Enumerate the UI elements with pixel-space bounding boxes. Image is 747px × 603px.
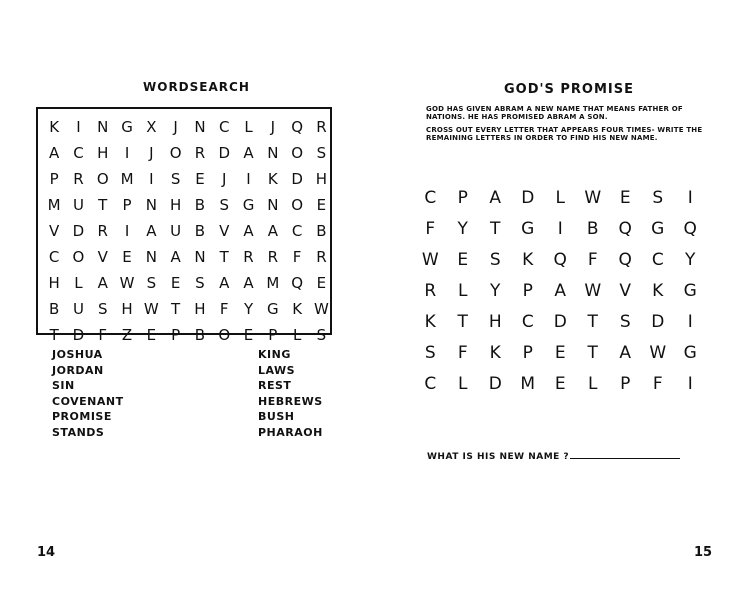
wordsearch-letter[interactable]: H [48, 274, 60, 292]
wordsearch-letter[interactable]: R [97, 222, 108, 240]
puzzle-letter[interactable]: L [458, 281, 468, 301]
letter-puzzle-grid [414, 183, 707, 400]
wordsearch-letter[interactable]: N [194, 118, 206, 136]
wordsearch-letter[interactable]: N [145, 248, 157, 266]
word-list-item: LAWS [258, 363, 296, 377]
puzzle-letter[interactable]: D [521, 188, 535, 208]
wordsearch-letter[interactable]: A [219, 274, 230, 292]
wordsearch-letter[interactable]: A [146, 222, 157, 240]
word-list-item: STANDS [52, 425, 105, 439]
word-list-item: HEBREWS [258, 394, 323, 408]
puzzle-letter[interactable]: W [584, 188, 602, 208]
puzzle-letter[interactable]: I [687, 312, 693, 332]
wordsearch-letter[interactable]: L [74, 274, 83, 292]
puzzle-letter[interactable]: Y [490, 281, 501, 301]
wordsearch-letter[interactable]: A [170, 248, 181, 266]
puzzle-letter[interactable]: C [424, 188, 437, 208]
wordsearch-letter[interactable]: H [315, 170, 328, 188]
puzzle-letter[interactable]: T [587, 312, 598, 332]
wordsearch-letter[interactable]: O [72, 248, 85, 266]
wordsearch-letter[interactable]: W [119, 274, 135, 292]
wordsearch-letter[interactable]: D [72, 222, 85, 240]
wordsearch-letter[interactable]: S [195, 274, 205, 292]
gods-promise-title: GOD'S PROMISE [504, 82, 634, 97]
wordsearch-letter[interactable]: G [121, 118, 133, 136]
wordsearch-letter[interactable]: P [122, 196, 132, 214]
wordsearch-letter[interactable]: S [146, 274, 157, 292]
puzzle-letter[interactable]: E [619, 188, 631, 208]
wordsearch-letter[interactable]: E [146, 326, 157, 344]
puzzle-letter[interactable]: E [457, 250, 469, 270]
wordsearch-letter[interactable]: N [97, 118, 109, 136]
wordsearch-letter[interactable]: P [49, 170, 59, 188]
wordsearch-letter[interactable]: S [316, 144, 327, 162]
puzzle-letter[interactable]: L [555, 188, 565, 208]
wordsearch-letter[interactable]: I [246, 170, 251, 188]
wordsearch-letter[interactable]: R [194, 144, 206, 162]
puzzle-letter[interactable]: D [488, 374, 502, 394]
word-list-item: PHARAOH [258, 425, 323, 439]
puzzle-letter[interactable]: S [424, 343, 436, 363]
puzzle-letter[interactable]: G [683, 343, 697, 363]
puzzle-letter[interactable]: Y [685, 250, 696, 270]
wordsearch-title: WORDSEARCH [143, 80, 250, 94]
instruction-text-1: GOD HAS GIVEN ABRAM A NEW NAME THAT MEANS FATHER OF NATIONS. HE HAS PROMISED ABRAM A SON. [426, 105, 683, 121]
wordsearch-letter[interactable]: A [243, 222, 254, 240]
wordsearch-letter[interactable]: P [171, 326, 181, 344]
puzzle-letter[interactable]: F [425, 219, 436, 239]
puzzle-letter[interactable]: V [619, 281, 632, 301]
puzzle-letter[interactable]: F [457, 343, 468, 363]
puzzle-letter[interactable]: C [651, 250, 664, 270]
puzzle-letter[interactable]: D [553, 312, 567, 332]
puzzle-letter[interactable]: E [554, 374, 566, 394]
wordsearch-letter[interactable]: B [194, 222, 206, 240]
puzzle-letter[interactable]: I [687, 188, 693, 208]
left-page [0, 0, 373, 603]
puzzle-letter[interactable]: W [649, 343, 667, 363]
wordsearch-letter[interactable]: T [49, 326, 59, 344]
wordsearch-letter[interactable]: W [313, 300, 329, 318]
wordsearch-letter[interactable]: R [267, 248, 279, 266]
wordsearch-letter[interactable]: Z [121, 326, 133, 344]
wordsearch-letter[interactable]: U [72, 300, 84, 318]
wordsearch-letter[interactable]: T [219, 248, 229, 266]
puzzle-letter[interactable]: S [489, 250, 501, 270]
wordsearch-letter[interactable]: F [98, 326, 108, 344]
puzzle-letter[interactable]: K [522, 250, 534, 270]
right-page [374, 0, 747, 603]
wordsearch-letter[interactable]: A [243, 274, 254, 292]
wordsearch-letter[interactable]: E [316, 196, 327, 214]
wordsearch-letter[interactable]: R [316, 248, 327, 266]
puzzle-letter[interactable]: A [619, 343, 632, 363]
wordsearch-letter[interactable]: I [124, 222, 130, 240]
puzzle-letter[interactable]: L [458, 374, 468, 394]
wordsearch-letter[interactable]: J [173, 118, 178, 136]
wordsearch-letter[interactable]: U [72, 196, 84, 214]
wordsearch-letter[interactable]: P [268, 326, 278, 344]
puzzle-letter[interactable]: G [521, 219, 535, 239]
wordsearch-letter[interactable]: H [97, 144, 109, 162]
wordsearch-grid-box [36, 107, 332, 344]
puzzle-letter[interactable]: Q [683, 219, 697, 239]
wordsearch-letter[interactable]: E [243, 326, 254, 344]
wordsearch-letter[interactable]: Q [291, 274, 304, 292]
wordsearch-letter[interactable]: L [292, 326, 302, 344]
word-list-column-1 [52, 347, 124, 440]
wordsearch-letter[interactable]: N [194, 248, 206, 266]
puzzle-letter[interactable]: B [586, 219, 599, 239]
word-list-item: BUSH [258, 410, 295, 423]
wordsearch-letter[interactable]: O [291, 196, 304, 214]
new-name-question: WHAT IS HIS NEW NAME ? [427, 452, 570, 462]
wordsearch-letter[interactable]: V [49, 222, 60, 240]
answer-blank-line[interactable] [570, 458, 680, 459]
wordsearch-letter[interactable]: J [149, 144, 154, 162]
wordsearch-letter[interactable]: D [291, 170, 303, 188]
puzzle-letter[interactable]: I [687, 374, 693, 394]
wordsearch-letter[interactable]: C [73, 144, 84, 162]
puzzle-letter[interactable]: W [421, 250, 439, 270]
puzzle-letter[interactable]: P [522, 281, 533, 301]
wordsearch-letter[interactable]: N [267, 196, 279, 214]
wordsearch-letter[interactable]: V [219, 222, 230, 240]
wordsearch-letter[interactable]: K [267, 170, 278, 188]
word-list-item: PROMISE [52, 410, 112, 423]
wordsearch-letter[interactable]: S [97, 300, 108, 318]
puzzle-letter[interactable]: I [557, 219, 563, 239]
wordsearch-letter[interactable]: W [143, 300, 159, 318]
page-number-left: 14 [37, 545, 56, 560]
wordsearch-letter[interactable]: S [170, 170, 181, 188]
wordsearch-letter[interactable]: M [47, 196, 61, 214]
puzzle-letter[interactable]: E [554, 343, 566, 363]
puzzle-letter[interactable]: L [588, 374, 598, 394]
puzzle-letter[interactable]: C [521, 312, 534, 332]
puzzle-letter[interactable]: F [652, 374, 663, 394]
wordsearch-letter[interactable]: J [270, 118, 276, 136]
wordsearch-letter[interactable]: I [149, 170, 154, 188]
puzzle-letter[interactable]: Q [618, 219, 632, 239]
wordsearch-letter[interactable]: B [49, 300, 60, 318]
wordsearch-letter[interactable]: H [194, 300, 206, 318]
wordsearch-letter[interactable]: K [49, 118, 60, 136]
wordsearch-grid [42, 114, 334, 348]
wordsearch-letter[interactable]: Y [243, 300, 254, 318]
puzzle-letter[interactable]: P [457, 188, 468, 208]
word-list-item: KING [258, 348, 291, 361]
wordsearch-letter[interactable]: D [218, 144, 230, 162]
wordsearch-letter[interactable]: I [124, 144, 130, 162]
wordsearch-letter[interactable]: B [194, 196, 206, 214]
wordsearch-letter[interactable]: E [170, 274, 181, 292]
puzzle-letter[interactable]: D [651, 312, 665, 332]
wordsearch-letter[interactable]: B [194, 326, 206, 344]
wordsearch-letter[interactable]: V [97, 248, 108, 266]
puzzle-letter[interactable]: H [488, 312, 502, 332]
wordsearch-letter[interactable]: M [120, 170, 134, 188]
puzzle-letter[interactable]: P [522, 343, 533, 363]
puzzle-letter[interactable]: Y [457, 219, 468, 239]
wordsearch-letter[interactable]: G [267, 300, 279, 318]
wordsearch-letter[interactable]: F [292, 248, 302, 266]
wordsearch-letter[interactable]: C [218, 118, 230, 136]
wordsearch-letter[interactable]: H [121, 300, 133, 318]
wordsearch-letter[interactable]: C [48, 248, 60, 266]
wordsearch-letter[interactable]: U [170, 222, 182, 240]
wordsearch-letter[interactable]: H [169, 196, 182, 214]
wordsearch-letter[interactable]: S [316, 326, 327, 344]
puzzle-letter[interactable]: W [584, 281, 602, 301]
wordsearch-letter[interactable]: X [146, 118, 157, 136]
word-list-item: COVENANT [52, 394, 124, 408]
wordsearch-letter[interactable]: D [72, 326, 85, 344]
puzzle-letter[interactable]: A [489, 188, 502, 208]
wordsearch-letter[interactable]: E [195, 170, 205, 188]
puzzle-letter[interactable]: C [424, 374, 437, 394]
puzzle-letter[interactable]: T [490, 219, 501, 239]
wordsearch-letter[interactable]: N [145, 196, 157, 214]
wordsearch-letter[interactable]: T [171, 300, 181, 318]
wordsearch-letter[interactable]: O [96, 170, 109, 188]
puzzle-letter[interactable]: T [587, 343, 598, 363]
wordsearch-letter[interactable]: S [219, 196, 229, 214]
puzzle-letter[interactable]: G [651, 219, 665, 239]
wordsearch-letter[interactable]: B [316, 222, 327, 240]
wordsearch-letter[interactable]: T [98, 196, 108, 214]
wordsearch-letter[interactable]: R [243, 248, 254, 266]
wordsearch-letter[interactable]: A [243, 144, 254, 162]
word-list-item: JOSHUA [52, 348, 103, 361]
puzzle-letter[interactable]: K [489, 343, 501, 363]
wordsearch-letter[interactable]: A [97, 274, 108, 292]
wordsearch-letter[interactable]: R [73, 170, 84, 188]
wordsearch-letter[interactable]: L [244, 118, 253, 136]
wordsearch-letter[interactable]: Q [291, 118, 304, 136]
puzzle-letter[interactable]: G [683, 281, 697, 301]
word-list-item: REST [258, 379, 292, 392]
puzzle-letter[interactable]: Q [553, 250, 567, 270]
puzzle-letter[interactable]: Q [618, 250, 632, 270]
puzzle-letter[interactable]: K [652, 281, 664, 301]
wordsearch-letter[interactable]: F [219, 300, 229, 318]
wordsearch-letter[interactable]: A [49, 144, 60, 162]
wordsearch-letter[interactable]: I [76, 118, 81, 136]
word-list-item: SIN [52, 379, 75, 392]
wordsearch-letter[interactable]: R [316, 118, 327, 136]
puzzle-letter[interactable]: P [620, 374, 631, 394]
puzzle-letter[interactable]: F [587, 250, 598, 270]
puzzle-letter[interactable]: R [424, 281, 437, 301]
wordsearch-letter[interactable]: E [316, 274, 327, 292]
word-list-item: JORDAN [52, 363, 104, 377]
puzzle-letter[interactable]: S [619, 312, 631, 332]
wordsearch-letter[interactable]: E [122, 248, 132, 266]
puzzle-letter[interactable]: A [554, 281, 567, 301]
instruction-text-2: CROSS OUT EVERY LETTER THAT APPEARS FOUR TIMES- WRITE THE REMAINING LETTERS IN ORDER TO FIND HIS NEW NAME. [426, 126, 703, 142]
puzzle-letter[interactable]: K [424, 312, 436, 332]
page-number-right: 15 [694, 545, 713, 560]
puzzle-letter[interactable]: S [652, 188, 664, 208]
wordsearch-letter[interactable]: J [222, 170, 227, 188]
wordsearch-letter[interactable]: N [267, 144, 279, 162]
wordsearch-letter[interactable]: K [292, 300, 303, 318]
word-list-column-2 [258, 347, 323, 440]
puzzle-letter[interactable]: M [520, 374, 536, 394]
wordsearch-letter[interactable]: O [218, 326, 231, 344]
wordsearch-letter[interactable]: C [291, 222, 303, 240]
wordsearch-letter[interactable]: M [266, 274, 280, 292]
wordsearch-letter[interactable]: G [242, 196, 255, 214]
wordsearch-letter[interactable]: O [291, 144, 304, 162]
wordsearch-letter[interactable]: O [169, 144, 182, 162]
wordsearch-letter[interactable]: A [267, 222, 278, 240]
puzzle-letter[interactable]: T [457, 312, 468, 332]
